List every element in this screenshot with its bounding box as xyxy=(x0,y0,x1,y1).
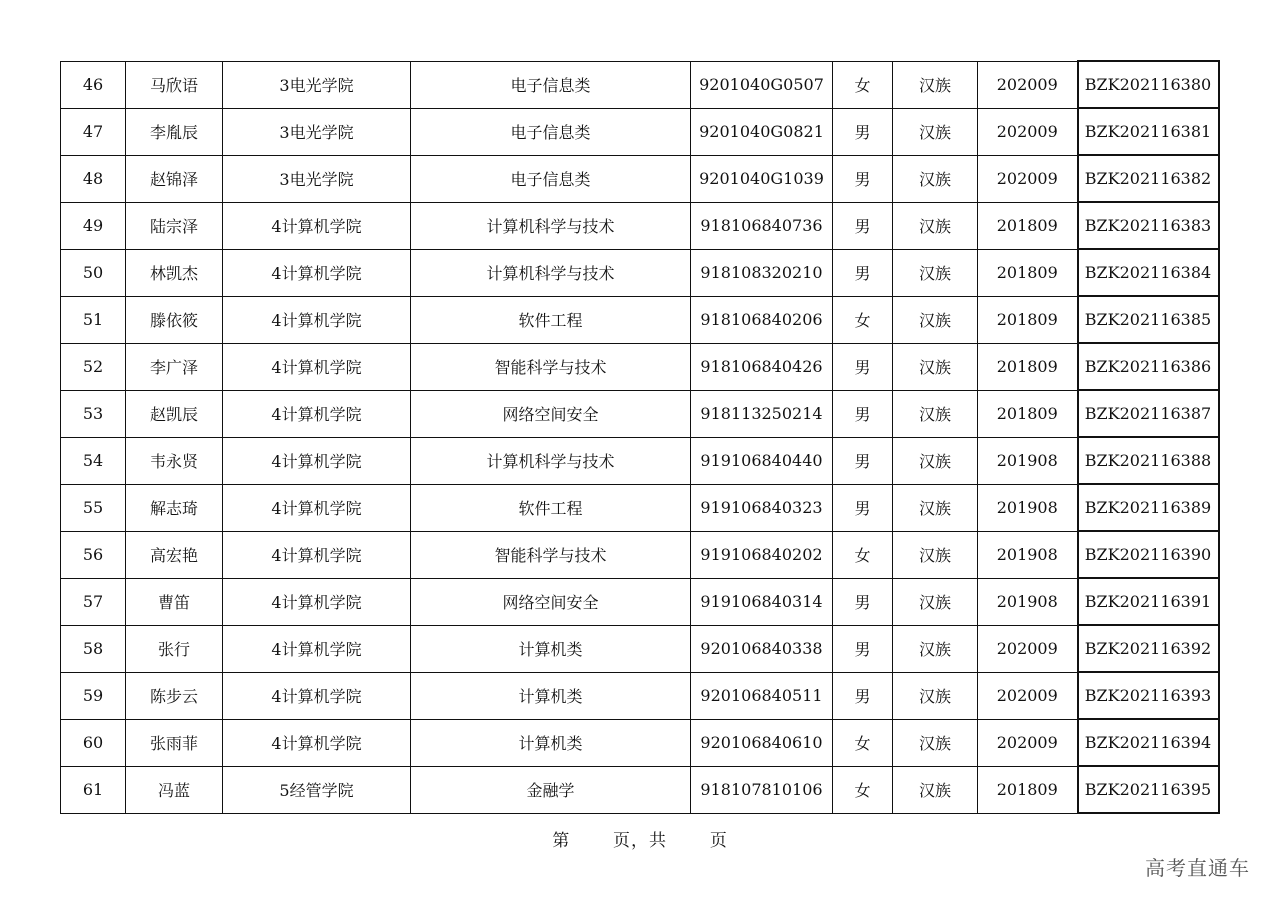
major-cell: 计算机类 xyxy=(411,625,691,672)
table-row xyxy=(61,202,1219,249)
gender-cell: 女 xyxy=(833,61,893,108)
table-row xyxy=(61,437,1219,484)
major-cell: 计算机科学与技术 xyxy=(411,437,691,484)
gender-cell: 女 xyxy=(833,766,893,813)
table-row xyxy=(61,625,1219,672)
enrollment-date-cell: 202009 xyxy=(978,719,1078,766)
ethnicity-cell: 汉族 xyxy=(893,531,978,578)
enrollment-date-cell: 201809 xyxy=(978,249,1078,296)
row-number-cell: 50 xyxy=(61,249,126,296)
table-row xyxy=(61,766,1219,813)
row-number-cell: 58 xyxy=(61,625,126,672)
certificate-number-cell: BZK202116382 xyxy=(1078,155,1219,202)
certificate-number-cell: BZK202116383 xyxy=(1078,202,1219,249)
enrollment-date-cell: 201908 xyxy=(978,484,1078,531)
student-name-cell: 高宏艳 xyxy=(126,531,223,578)
ethnicity-cell: 汉族 xyxy=(893,202,978,249)
certificate-number-cell: BZK202116389 xyxy=(1078,484,1219,531)
row-number-cell: 46 xyxy=(61,61,126,108)
gender-cell: 男 xyxy=(833,343,893,390)
ethnicity-cell: 汉族 xyxy=(893,437,978,484)
enrollment-date-cell: 202009 xyxy=(978,625,1078,672)
ethnicity-cell: 汉族 xyxy=(893,108,978,155)
row-number-cell: 56 xyxy=(61,531,126,578)
row-number-cell: 53 xyxy=(61,390,126,437)
gender-cell: 女 xyxy=(833,531,893,578)
certificate-number-cell: BZK202116384 xyxy=(1078,249,1219,296)
page-suffix: 页 xyxy=(709,831,728,851)
student-roster-table xyxy=(60,60,1220,814)
ethnicity-cell: 汉族 xyxy=(893,249,978,296)
enrollment-date-cell: 201908 xyxy=(978,531,1078,578)
college-cell: 4计算机学院 xyxy=(223,719,411,766)
row-number-cell: 49 xyxy=(61,202,126,249)
student-name-cell: 李广泽 xyxy=(126,343,223,390)
college-cell: 3电光学院 xyxy=(223,155,411,202)
enrollment-date-cell: 202009 xyxy=(978,108,1078,155)
certificate-number-cell: BZK202116380 xyxy=(1078,61,1219,108)
major-cell: 软件工程 xyxy=(411,484,691,531)
table-row xyxy=(61,155,1219,202)
table-row xyxy=(61,672,1219,719)
student-id-cell: 9201040G0507 xyxy=(691,61,833,108)
table-row xyxy=(61,531,1219,578)
ethnicity-cell: 汉族 xyxy=(893,766,978,813)
major-cell: 网络空间安全 xyxy=(411,578,691,625)
college-cell: 4计算机学院 xyxy=(223,390,411,437)
college-cell: 4计算机学院 xyxy=(223,343,411,390)
table-row xyxy=(61,296,1219,343)
table-row xyxy=(61,484,1219,531)
ethnicity-cell: 汉族 xyxy=(893,625,978,672)
row-number-cell: 57 xyxy=(61,578,126,625)
ethnicity-cell: 汉族 xyxy=(893,343,978,390)
row-number-cell: 59 xyxy=(61,672,126,719)
major-cell: 计算机类 xyxy=(411,672,691,719)
row-number-cell: 60 xyxy=(61,719,126,766)
ethnicity-cell: 汉族 xyxy=(893,296,978,343)
college-cell: 3电光学院 xyxy=(223,61,411,108)
gender-cell: 男 xyxy=(833,672,893,719)
table-row xyxy=(61,343,1219,390)
student-name-cell: 张雨菲 xyxy=(126,719,223,766)
major-cell: 软件工程 xyxy=(411,296,691,343)
major-cell: 电子信息类 xyxy=(411,108,691,155)
student-id-cell: 919106840314 xyxy=(691,578,833,625)
enrollment-date-cell: 201809 xyxy=(978,296,1078,343)
student-id-cell: 9201040G0821 xyxy=(691,108,833,155)
major-cell: 计算机科学与技术 xyxy=(411,249,691,296)
watermark-text: 高考直通车 xyxy=(1145,856,1250,880)
student-name-cell: 解志琦 xyxy=(126,484,223,531)
student-name-cell: 马欣语 xyxy=(126,61,223,108)
college-cell: 4计算机学院 xyxy=(223,625,411,672)
student-name-cell: 韦永贤 xyxy=(126,437,223,484)
college-cell: 4计算机学院 xyxy=(223,296,411,343)
student-id-cell: 919106840202 xyxy=(691,531,833,578)
student-id-cell: 918106840206 xyxy=(691,296,833,343)
certificate-number-cell: BZK202116390 xyxy=(1078,531,1219,578)
gender-cell: 男 xyxy=(833,155,893,202)
certificate-number-cell: BZK202116393 xyxy=(1078,672,1219,719)
student-name-cell: 赵凯辰 xyxy=(126,390,223,437)
page-middle: 页，共 xyxy=(613,831,667,851)
student-name-cell: 林凯杰 xyxy=(126,249,223,296)
gender-cell: 女 xyxy=(833,719,893,766)
college-cell: 4计算机学院 xyxy=(223,484,411,531)
student-id-cell: 919106840323 xyxy=(691,484,833,531)
student-id-cell: 920106840511 xyxy=(691,672,833,719)
table-row xyxy=(61,719,1219,766)
row-number-cell: 48 xyxy=(61,155,126,202)
student-id-cell: 918107810106 xyxy=(691,766,833,813)
row-number-cell: 54 xyxy=(61,437,126,484)
ethnicity-cell: 汉族 xyxy=(893,719,978,766)
student-name-cell: 赵锦泽 xyxy=(126,155,223,202)
enrollment-date-cell: 201809 xyxy=(978,766,1078,813)
student-name-cell: 曹笛 xyxy=(126,578,223,625)
major-cell: 计算机科学与技术 xyxy=(411,202,691,249)
major-cell: 电子信息类 xyxy=(411,61,691,108)
student-id-cell: 9201040G1039 xyxy=(691,155,833,202)
enrollment-date-cell: 201908 xyxy=(978,437,1078,484)
student-name-cell: 陈步云 xyxy=(126,672,223,719)
student-id-cell: 918106840736 xyxy=(691,202,833,249)
table-row xyxy=(61,249,1219,296)
ethnicity-cell: 汉族 xyxy=(893,155,978,202)
college-cell: 3电光学院 xyxy=(223,108,411,155)
college-cell: 4计算机学院 xyxy=(223,578,411,625)
certificate-number-cell: BZK202116388 xyxy=(1078,437,1219,484)
major-cell: 网络空间安全 xyxy=(411,390,691,437)
college-cell: 4计算机学院 xyxy=(223,531,411,578)
enrollment-date-cell: 201809 xyxy=(978,343,1078,390)
table-row xyxy=(61,108,1219,155)
gender-cell: 男 xyxy=(833,484,893,531)
college-cell: 4计算机学院 xyxy=(223,437,411,484)
gender-cell: 男 xyxy=(833,625,893,672)
college-cell: 4计算机学院 xyxy=(223,249,411,296)
student-name-cell: 冯蓝 xyxy=(126,766,223,813)
certificate-number-cell: BZK202116392 xyxy=(1078,625,1219,672)
enrollment-date-cell: 202009 xyxy=(978,672,1078,719)
enrollment-date-cell: 201809 xyxy=(978,202,1078,249)
gender-cell: 男 xyxy=(833,249,893,296)
certificate-number-cell: BZK202116381 xyxy=(1078,108,1219,155)
enrollment-date-cell: 201809 xyxy=(978,390,1078,437)
ethnicity-cell: 汉族 xyxy=(893,484,978,531)
certificate-number-cell: BZK202116395 xyxy=(1078,766,1219,813)
major-cell: 电子信息类 xyxy=(411,155,691,202)
certificate-number-cell: BZK202116385 xyxy=(1078,296,1219,343)
row-number-cell: 51 xyxy=(61,296,126,343)
page-prefix: 第 xyxy=(552,831,571,851)
certificate-number-cell: BZK202116387 xyxy=(1078,390,1219,437)
certificate-number-cell: BZK202116386 xyxy=(1078,343,1219,390)
gender-cell: 男 xyxy=(833,578,893,625)
enrollment-date-cell: 202009 xyxy=(978,155,1078,202)
college-cell: 4计算机学院 xyxy=(223,672,411,719)
college-cell: 4计算机学院 xyxy=(223,202,411,249)
certificate-number-cell: BZK202116391 xyxy=(1078,578,1219,625)
gender-cell: 女 xyxy=(833,296,893,343)
ethnicity-cell: 汉族 xyxy=(893,61,978,108)
student-name-cell: 陆宗泽 xyxy=(126,202,223,249)
row-number-cell: 61 xyxy=(61,766,126,813)
ethnicity-cell: 汉族 xyxy=(893,672,978,719)
student-id-cell: 918108320210 xyxy=(691,249,833,296)
student-name-cell: 滕依筱 xyxy=(126,296,223,343)
ethnicity-cell: 汉族 xyxy=(893,390,978,437)
gender-cell: 男 xyxy=(833,202,893,249)
major-cell: 智能科学与技术 xyxy=(411,531,691,578)
major-cell: 金融学 xyxy=(411,766,691,813)
table-row xyxy=(61,578,1219,625)
student-id-cell: 920106840610 xyxy=(691,719,833,766)
ethnicity-cell: 汉族 xyxy=(893,578,978,625)
row-number-cell: 47 xyxy=(61,108,126,155)
major-cell: 智能科学与技术 xyxy=(411,343,691,390)
gender-cell: 男 xyxy=(833,108,893,155)
major-cell: 计算机类 xyxy=(411,719,691,766)
gender-cell: 男 xyxy=(833,437,893,484)
student-id-cell: 920106840338 xyxy=(691,625,833,672)
student-id-cell: 919106840440 xyxy=(691,437,833,484)
student-id-cell: 918106840426 xyxy=(691,343,833,390)
row-number-cell: 52 xyxy=(61,343,126,390)
student-name-cell: 李胤辰 xyxy=(126,108,223,155)
table-row xyxy=(61,390,1219,437)
student-id-cell: 918113250214 xyxy=(691,390,833,437)
enrollment-date-cell: 201908 xyxy=(978,578,1078,625)
table-row xyxy=(61,61,1219,108)
college-cell: 5经管学院 xyxy=(223,766,411,813)
certificate-number-cell: BZK202116394 xyxy=(1078,719,1219,766)
page-footer xyxy=(0,826,1280,851)
student-name-cell: 张行 xyxy=(126,625,223,672)
enrollment-date-cell: 202009 xyxy=(978,61,1078,108)
roster-body xyxy=(61,61,1219,813)
row-number-cell: 55 xyxy=(61,484,126,531)
gender-cell: 男 xyxy=(833,390,893,437)
